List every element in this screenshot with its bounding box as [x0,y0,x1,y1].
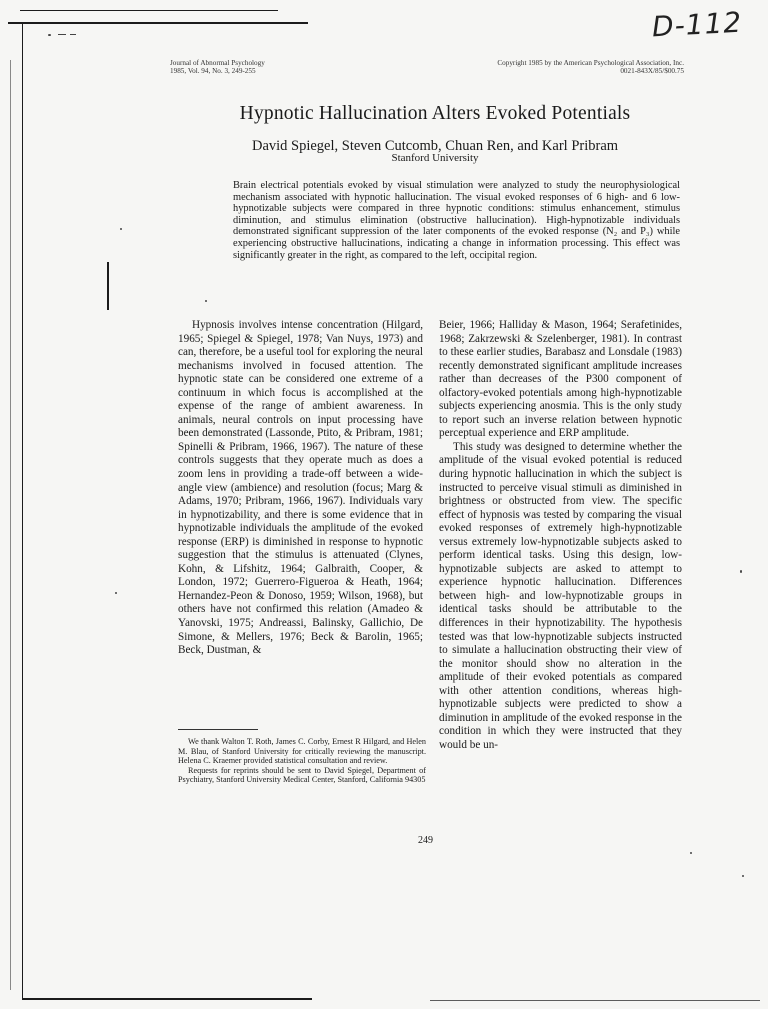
issn-code: 0021-843X/85/$00.75 [620,67,684,76]
copyright-header [478,59,684,76]
scan-border-bottom [22,998,312,1000]
speck [48,34,51,36]
journal-header [170,59,265,76]
scan-border-top [8,22,308,24]
handwritten-code: D-112 [651,5,743,44]
margin-bar-mark [107,262,109,310]
speck [120,228,122,230]
body-paragraph: This study was designed to determine whether the amplitude of the visual evoked potential is reduced during hypnotic hallucination in which the subject is instructed to perceive visual stimuli as diminished in brightness or obstructed from view. The specific effect of hypnosis was tested by comparing the visual evoked responses of extremely high-hypnotizable versus extremely low-hypnotizable subjects asked to perform identical tasks. Using this design, low-hypnotizable subjects are asked to attempt to experience hypnotic hallucination. Differences between high- and low-hypnotizable groups in identical tasks should be attributable to the differences in their hypnotizability. The hypothesis tested was that low-hypnotizable subjects instructed to simulate a hallucination obstructing their view of the monitor should show no alteration in the amplitude of their evoked potentials as compared with other attention conditions, whereas high-hypnotizable subjects were predicted to show a diminution in amplitude of the evoked response in the condition in which they were instructed that they would be un- [439,440,682,751]
body-column-left [178,319,423,658]
author-list: David Spiegel, Steven Cutcomb, Chuan Ren, and Karl Pribram [251,138,619,154]
body-paragraph: Beier, 1966; Halliday & Mason, 1964; Serafetinides, 1968; Zakrzewski & Szelenberger, 1981). In contrast to these earlier studies, Barabasz and Lonsdale (1983) recently demonstrated significant amplitude increases rather than decreases of the P300 component of olfactory-evoked potentials among high-hypnotizable subjects experiencing anosmia. This is the only study to report such an inverse relation between hypnotic perceptual experience and ERP amplitude. [439,319,682,440]
acknowledgment-footnote: We thank Walton T. Roth, James C. Corby, Ernest R Hilgard, and Helen M. Blau, of Stanford University for critically reviewing the manuscript. Helena C. Kraemer provided statistical consultation and review. [178,737,426,766]
abstract: Brain electrical potentials evoked by visual stimulation were analyzed to study the neurophysiological mechanism associated with hypnotic hallucination. The visual evoked responses of 6 high- and 6 low-hypnotizable subjects were compared in three hypnotic conditions: stimulus enhancement, stimulus diminution, and stimulus elimination (obstructive hallucination). High-hypnotizable individuals demonstrated significant suppression of the later components of the evoked response (N₂ and P₃) while experiencing obstructive hallucinations, indicating a change in information processing. This effect was significantly greater in the right, as compared to the left, occipital region. [233,180,680,261]
speck [70,34,76,35]
scan-border-bottom-right [430,1000,760,1001]
speck [740,570,742,573]
body-paragraph: Hypnosis involves intense concentration (Hilgard, 1965; Spiegel & Spiegel, 1978; Van Nuys, 1973) and can, therefore, be a useful tool for exploring the neural mechanisms involved in focused attention. The hypnotic state can be considered one extreme of a continuum in which focus is accomplished at the expense of the range of ambient awareness. In animals, neural controls on input processing have been demonstrated (Lassonde, Ptito, & Pribram, 1981; Spinelli & Pribram, 1966, 1967). The nature of these controls suggests that they operate much as does a zoom lens in providing a trade-off between a wide-angle view (ambience) and resolution (focus; Marg & Adams, 1970; Pribram, 1966, 1967). Individuals vary in hypnotizability, and there is some evidence that in hypnotizable individuals the amplitude of the evoked response (ERP) is diminished in response to hypnotic suggestion that the stimulus is attenuated (Clynes, Kohn, & Lifshitz, 1964; Galbraith, Cooper, & London, 1972; Guerrero-Figueroa & Heath, 1964; Hernandez-Peon & Donoso, 1959; Wilson, 1968), but others have not confirmed this relation (Amadeo & Yanovski, 1975; Andreassi, Balinsky, Gallichio, De Simone, & Mellers, 1976; Beck & Barolin, 1965; Beck, Dustman, & [178,319,423,657]
reprint-footnote: Requests for reprints should be sent to David Spiegel, Department of Psychiatry, Stanford University Medical Center, Stanford, California 94305 [178,765,426,785]
speck [742,875,744,877]
journal-name: Journal of Abnormal Psychology [170,59,265,67]
speck [690,852,692,854]
scan-border-left [22,22,23,1000]
scan-border-top-inner [20,10,278,11]
speck [205,300,207,302]
copyright-notice: Copyright 1985 by the American Psychological Association, Inc. [497,59,684,67]
page-number: 249 [418,835,433,846]
body-column-right [439,319,682,753]
scan-border-left-outer [10,60,11,990]
footnote-divider [178,729,258,730]
speck [115,592,117,594]
affiliation: Stanford University [391,152,479,164]
article-title: Hypnotic Hallucination Alters Evoked Potentials [239,103,631,124]
footnotes [178,737,426,785]
speck [58,34,66,35]
journal-volume: 1985, Vol. 94, No. 3, 249-255 [170,67,256,76]
